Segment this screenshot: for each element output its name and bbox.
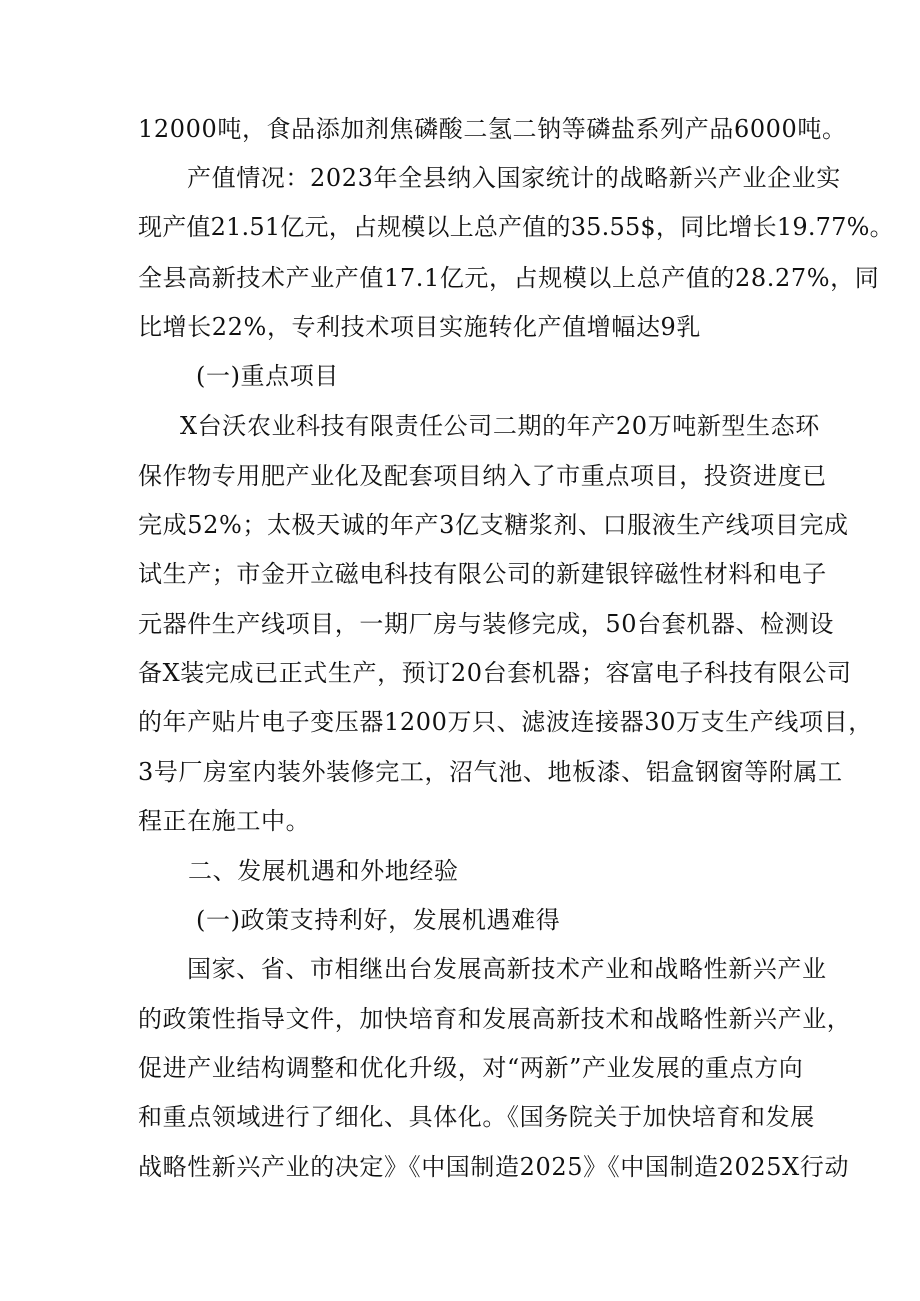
text-line: 试生产；市金开立磁电科技有限公司的新建银锌磁性材料和电子 (138, 560, 827, 588)
text-line: 备X装完成已正式生产，预订20台套机器；容富电子科技有限公司 (138, 659, 852, 687)
text-line: 的年产贴片电子变压器1200万只、滤波连接器30万支生产线项目， (138, 708, 873, 736)
text-line: 的政策性指导文件，加快培育和发展高新技术和战略性新兴产业， (138, 1005, 852, 1033)
text-line: 全县高新技术产业产值17.1亿元，占规模以上总产值的28.27%，同 (138, 264, 880, 292)
subsection-heading: (一)政策支持利好，发展机遇难得 (196, 906, 561, 934)
text-line: 完成52%；太极天诚的年产3亿支糖浆剂、口服液生产线项目完成 (138, 511, 849, 539)
section-heading: 二、发展机遇和外地经验 (188, 857, 459, 885)
text-line: 现产值21.51亿元，占规模以上总产值的35.55$，同比增长19.77%。 (138, 213, 894, 241)
section-heading: (一)重点项目 (196, 362, 339, 390)
text-line: 产值情况：2023年全县纳入国家统计的战略新兴产业企业实 (187, 164, 841, 192)
text-line: 战略性新兴产业的决定》《中国制造2025》《中国制造2025X行动 (138, 1153, 850, 1181)
text-line: 元器件生产线项目，一期厂房与装修完成，50台套机器、检测设 (138, 610, 834, 638)
text-line: 保作物专用肥产业化及配套项目纳入了市重点项目，投资进度已 (138, 462, 827, 490)
text-line: 3号厂房室内装外装修完工，沼气池、地板漆、铝盒钢窗等附属工 (138, 758, 843, 786)
text-line: 国家、省、市相继出台发展高新技术产业和战略性新兴产业 (187, 955, 827, 983)
text-line: 比增长22%，专利技术项目实施转化产值增幅达9乳 (138, 313, 702, 341)
text-line: 和重点领域进行了细化、具体化。《国务院关于加快培育和发展 (138, 1103, 815, 1131)
text-line: 12000吨，食品添加剂焦磷酸二氢二钠等磷盐系列产品6000吨。 (138, 115, 847, 143)
text-line: 程正在施工中。 (138, 807, 311, 835)
text-line: 促进产业结构调整和优化升级，对“两新”产业发展的重点方向 (138, 1054, 804, 1082)
text-line: X台沃农业科技有限责任公司二期的年产20万吨新型生态环 (180, 412, 820, 440)
